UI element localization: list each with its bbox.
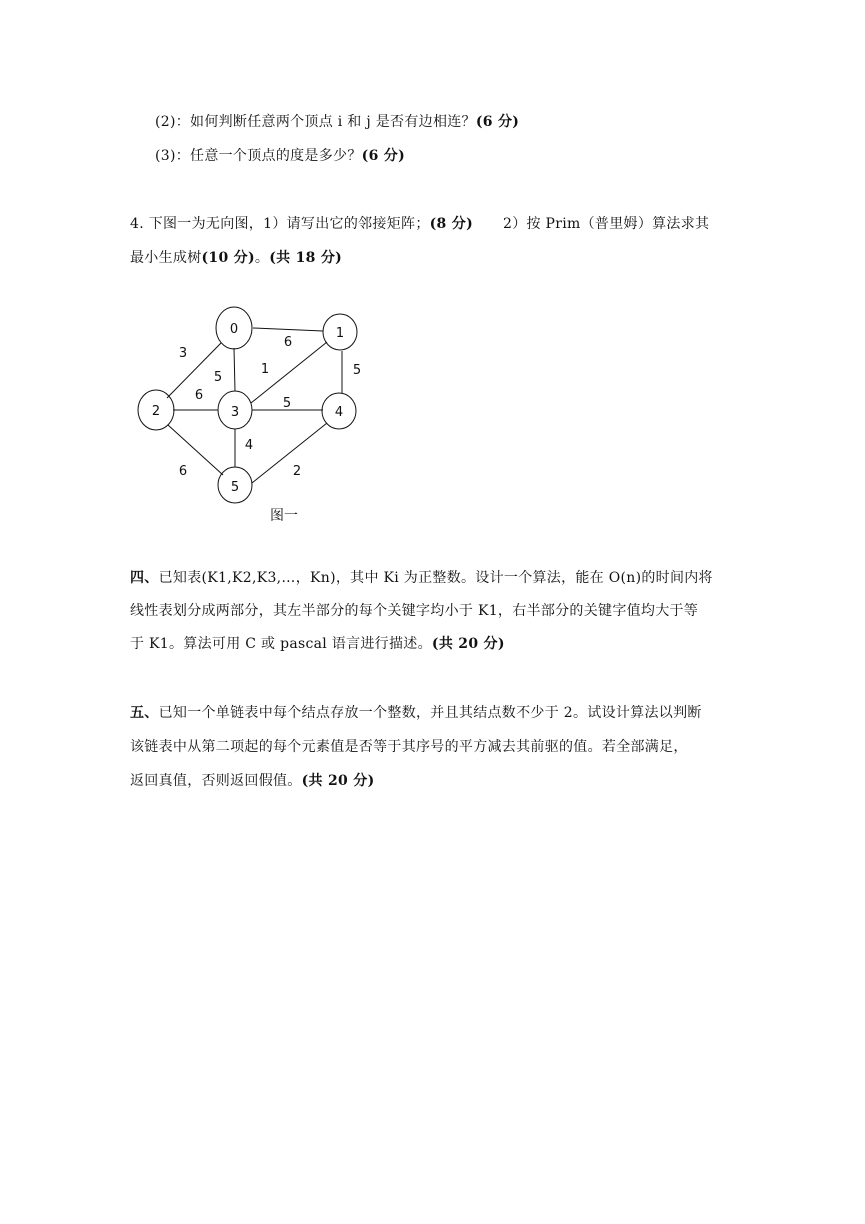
question-4-period: 。: [254, 250, 270, 266]
question-3-2: [155, 112, 519, 132]
question-five-text-3: 返回真值，否则返回假值。: [130, 773, 302, 789]
edge-weight-0-3: 5: [213, 370, 223, 385]
edge-weight-2-5: 6: [178, 464, 188, 479]
node-5-label: 5: [230, 480, 240, 495]
edge-weight-0-2: 3: [178, 346, 188, 361]
edge-weight-0-1: 6: [283, 335, 293, 350]
question-four-text-2: 线性表划分成两部分，其左半部分的每个关键字均小于 K1，右半部分的关键字值均大于等: [130, 603, 699, 619]
edge-weight-2-3: 6: [194, 388, 204, 403]
node-1-label: 1: [335, 326, 345, 341]
question-4-text-a: 4. 下图一为无向图，1）请写出它的邻接矩阵；: [130, 216, 430, 232]
graph-svg: [120, 290, 400, 540]
question-five-line2: [130, 737, 688, 757]
question-3-3: [155, 146, 405, 166]
node-2-label: 2: [151, 404, 161, 419]
edge-0-3: [234, 348, 235, 391]
question-3-2-score: (6 分): [475, 114, 520, 130]
question-four-text-3: 于 K1。算法可用 C 或 pascal 语言进行描述。: [130, 636, 432, 652]
question-four-line2: [130, 601, 698, 621]
graph-figure: [120, 290, 400, 540]
edge-weight-4-5: 2: [292, 464, 302, 479]
edge-weight-1-4: 5: [352, 363, 362, 378]
question-4-line2: [130, 248, 342, 268]
question-4-score-a: (8 分): [429, 216, 473, 232]
question-five-score: (共 20 分): [301, 773, 375, 789]
edge-weight-3-5: 4: [244, 438, 254, 453]
edge-weight-1-3: 1: [260, 362, 270, 377]
node-3-label: 3: [230, 405, 240, 420]
figure-caption: 图一: [270, 508, 298, 524]
question-4-score-b: (10 分): [201, 250, 255, 266]
question-four-label: 四、: [130, 570, 159, 586]
edge-weight-3-4: 5: [282, 396, 292, 411]
node-4-label: 4: [334, 405, 344, 420]
edge-4-5: [252, 423, 327, 483]
question-five-line3: [130, 771, 375, 791]
question-four-text-1: 已知表(K1,K2,K3,…，Kn)，其中 Ki 为正整数。设计一个算法，能在 O(n)的时间内将: [158, 570, 713, 586]
question-four-line1: [130, 568, 713, 588]
question-3-3-text: (3)：任意一个顶点的度是多少？: [155, 148, 362, 164]
question-4-score-total: (共 18 分): [269, 250, 343, 266]
question-five-text-1: 已知一个单链表中每个结点存放一个整数，并且其结点数不少于 2。试设计算法以判断: [158, 705, 702, 721]
node-0-label: 0: [229, 322, 239, 337]
question-five-line1: [130, 703, 702, 723]
question-3-3-score: (6 分): [361, 148, 406, 164]
question-4-line1: [130, 214, 709, 234]
question-4-text-c: 最小生成树: [130, 250, 202, 266]
edge-0-1: [253, 328, 323, 331]
question-five-text-2: 该链表中从第二项起的每个元素值是否等于其序号的平方减去其前驱的值。若全部满足，: [130, 739, 688, 755]
question-five-label: 五、: [130, 705, 159, 721]
question-four-line3: [130, 634, 505, 654]
question-four-score: (共 20 分): [431, 636, 505, 652]
question-3-2-text: (2)：如何判断任意两个顶点 i 和 j 是否有边相连？: [155, 114, 476, 130]
question-4-text-b: 2）按 Prim（普里姆）算法求其: [503, 216, 710, 232]
edge-2-5: [168, 425, 223, 475]
